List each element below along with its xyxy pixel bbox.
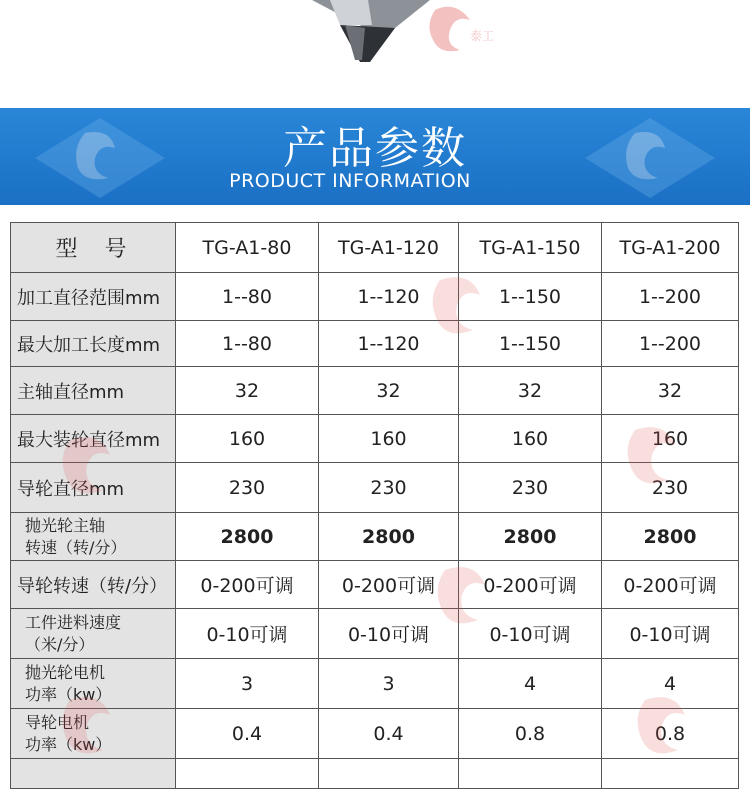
value-cell: 1--80 xyxy=(176,321,319,367)
value-cell: 3 xyxy=(319,659,459,709)
value-cell: 32 xyxy=(602,367,739,415)
value-cell: 230 xyxy=(176,463,319,513)
table-row xyxy=(11,609,739,659)
table-row-partial xyxy=(11,759,739,789)
value-cell: 0-10可调 xyxy=(176,609,319,659)
value-cell: 230 xyxy=(602,463,739,513)
value-cell: 2800 xyxy=(602,513,739,561)
value-cell: 4 xyxy=(602,659,739,709)
row-label: 导轮直径mm xyxy=(11,463,176,513)
row-label: 最大加工长度mm xyxy=(11,321,176,367)
model-cell: TG-A1-120 xyxy=(319,223,459,273)
value-cell: 0-200可调 xyxy=(602,561,739,609)
row-label: 最大装轮直径mm xyxy=(11,415,176,463)
section-subtitle: PRODUCT INFORMATION xyxy=(229,170,471,192)
value-cell: 32 xyxy=(176,367,319,415)
value-cell: 0.4 xyxy=(319,709,459,759)
row-label: 工件进料速度 （米/分） xyxy=(11,609,176,659)
value-cell: 1--150 xyxy=(459,273,602,321)
table-row xyxy=(11,321,739,367)
spec-table xyxy=(10,222,739,789)
model-cell: TG-A1-200 xyxy=(602,223,739,273)
model-cell: TG-A1-80 xyxy=(176,223,319,273)
value-cell: 0-200可调 xyxy=(459,561,602,609)
value-cell: 0-10可调 xyxy=(602,609,739,659)
value-cell: 160 xyxy=(319,415,459,463)
header-label: 型 号 xyxy=(11,223,176,273)
value-cell: 160 xyxy=(602,415,739,463)
table-row xyxy=(11,659,739,709)
value-cell: 1--150 xyxy=(459,321,602,367)
value-cell: 0.8 xyxy=(602,709,739,759)
value-cell: 0-200可调 xyxy=(319,561,459,609)
row-label: 导轮电机 功率（kw） xyxy=(11,709,176,759)
value-cell: 32 xyxy=(459,367,602,415)
value-cell: 160 xyxy=(176,415,319,463)
row-label: 抛光轮电机 功率（kw） xyxy=(11,659,176,709)
table-row xyxy=(11,709,739,759)
value-cell: 1--120 xyxy=(319,273,459,321)
value-cell: 2800 xyxy=(459,513,602,561)
model-cell: TG-A1-150 xyxy=(459,223,602,273)
section-title: 产品参数 xyxy=(283,123,467,174)
value-cell: 32 xyxy=(319,367,459,415)
value-cell: 0.4 xyxy=(176,709,319,759)
row-label: 加工直径范围mm xyxy=(11,273,176,321)
value-cell: 3 xyxy=(176,659,319,709)
value-cell: 1--200 xyxy=(602,321,739,367)
table-row xyxy=(11,273,739,321)
value-cell: 1--200 xyxy=(602,273,739,321)
value-cell: 0.8 xyxy=(459,709,602,759)
svg-text:泰工: 泰工 xyxy=(470,29,495,43)
value-cell: 2800 xyxy=(319,513,459,561)
table-row xyxy=(11,415,739,463)
table-row xyxy=(11,463,739,513)
row-label: 主轴直径mm xyxy=(11,367,176,415)
value-cell: 0-10可调 xyxy=(459,609,602,659)
table-row xyxy=(11,513,739,561)
row-label: 抛光轮主轴 转速（转/分） xyxy=(11,513,176,561)
value-cell: 4 xyxy=(459,659,602,709)
value-cell: 0-200可调 xyxy=(176,561,319,609)
value-cell: 230 xyxy=(459,463,602,513)
value-cell: 230 xyxy=(319,463,459,513)
machine-base-graphic xyxy=(0,0,750,108)
value-cell: 1--120 xyxy=(319,321,459,367)
value-cell: 1--80 xyxy=(176,273,319,321)
value-cell: 0-10可调 xyxy=(319,609,459,659)
table-row xyxy=(11,561,739,609)
table-header-row xyxy=(11,223,739,273)
value-cell: 160 xyxy=(459,415,602,463)
product-image-area xyxy=(0,0,750,108)
value-cell: 2800 xyxy=(176,513,319,561)
table-row xyxy=(11,367,739,415)
row-label: 导轮转速（转/分） xyxy=(11,561,176,609)
